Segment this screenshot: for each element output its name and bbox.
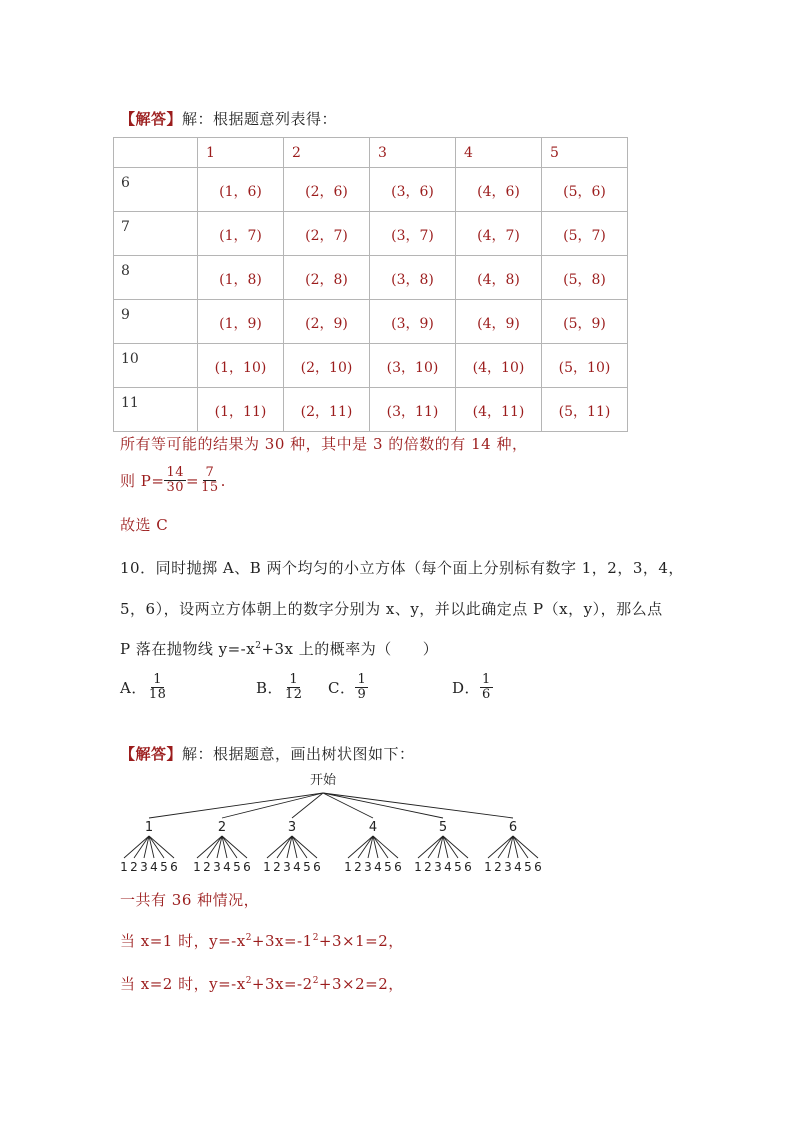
option-label: C． [328, 679, 356, 697]
column-header: 1 [198, 138, 284, 168]
result-text: 种， [496, 435, 528, 453]
tree-leaf-label: 2 [130, 860, 138, 874]
row-header: 8 [114, 256, 198, 300]
case-line [120, 930, 404, 951]
table-cell: (3，11) [370, 388, 456, 432]
option-label: B． [256, 679, 284, 697]
column-header: 5 [542, 138, 628, 168]
tree-branch-line [323, 793, 443, 818]
table-cell: (4，9) [456, 300, 542, 344]
case-text: 当 x=2 时，y=-x [120, 975, 246, 993]
total-sentence [120, 889, 259, 910]
tree-leaf-label: 4 [293, 860, 301, 874]
tree-branch-line [323, 793, 513, 818]
fraction-numerator: 1 [357, 672, 367, 687]
solution-tag: 【解答】 [120, 110, 183, 128]
period: . [220, 471, 226, 490]
total-number: 36 [171, 891, 192, 909]
table-cell: (5，10) [542, 344, 628, 388]
option-label: A． [120, 679, 147, 697]
fraction-denominator: 6 [482, 687, 491, 702]
table-cell: (2，10) [284, 344, 370, 388]
table-cell: (1，10) [198, 344, 284, 388]
tree-branch-label: 1 [144, 820, 154, 835]
fraction-denominator: 12 [285, 687, 303, 702]
fraction-numerator: 1 [289, 672, 299, 687]
case-text: +3×1=2， [318, 932, 404, 950]
row-header: 11 [114, 388, 198, 432]
table-cell: (4，8) [456, 256, 542, 300]
table-cell: (1，6) [198, 168, 284, 212]
result-text: 所有等可能的结果为 [120, 435, 260, 453]
table-cell: (2，8) [284, 256, 370, 300]
tree-leaf-label: 4 [223, 860, 231, 874]
table-cell: (3，6) [370, 168, 456, 212]
solution-intro: 解：根据题意，画出树状图如下： [182, 745, 415, 763]
total-text: 种情况， [197, 891, 260, 909]
tree-branch-label: 6 [508, 820, 518, 835]
table-cell: (4，11) [456, 388, 542, 432]
row-header: 9 [114, 300, 198, 344]
table-cell: (1，7) [198, 212, 284, 256]
table-cell: (1，8) [198, 256, 284, 300]
column-header: 2 [284, 138, 370, 168]
case-text: +3×2=2， [318, 975, 404, 993]
question-line: 10．同时抛掷 A、B 两个均匀的小立方体（每个面上分别标有数字 1，2，3，4， [120, 559, 684, 577]
result-number: 3 [372, 435, 384, 453]
tree-leaf-label: 3 [283, 860, 291, 874]
tree-branch-line [323, 793, 373, 818]
question-text: +3x 上的概率为（ ） [261, 640, 439, 658]
tree-leaf-label: 6 [534, 860, 542, 874]
table-cell: (2，7) [284, 212, 370, 256]
tree-leaf-label: 6 [464, 860, 472, 874]
tree-leaf-label: 4 [514, 860, 522, 874]
exponent: 2 [312, 976, 319, 986]
exponent: 2 [255, 641, 262, 651]
row-header: 10 [114, 344, 198, 388]
fraction-numerator: 14 [166, 465, 184, 480]
table-cell: (1，9) [198, 300, 284, 344]
tree-leaf-label: 1 [484, 860, 492, 874]
column-header: 4 [456, 138, 542, 168]
tree-leaf-label: 5 [303, 860, 311, 874]
tree-leaf-label: 5 [233, 860, 241, 874]
column-header: 3 [370, 138, 456, 168]
tree-leaf-label: 1 [263, 860, 271, 874]
question-text: P 落在抛物线 y=-x [120, 640, 256, 658]
result-number: 30 [264, 435, 285, 453]
solution-tag: 【解答】 [120, 745, 183, 763]
tree-branch-label: 3 [287, 820, 297, 835]
fraction-numerator: 7 [205, 465, 215, 480]
row-header: 7 [114, 212, 198, 256]
result-text: 种，其中是 [290, 435, 368, 453]
fraction-numerator: 1 [482, 672, 491, 687]
table-cell: (4，7) [456, 212, 542, 256]
tree-leaf-label: 1 [193, 860, 201, 874]
case-text: +3x=-2 [251, 975, 313, 993]
probability-prefix: 则 P= [120, 472, 165, 490]
tree-leaf-label: 3 [213, 860, 221, 874]
result-text: 的倍数的有 [388, 435, 466, 453]
tree-leaf-label: 2 [354, 860, 362, 874]
tree-leaf-label: 1 [414, 860, 422, 874]
result-number: 14 [471, 435, 492, 453]
case-text: 当 x=1 时，y=-x [120, 932, 246, 950]
fraction-denominator: 30 [166, 480, 184, 495]
answer-label: 故选 [120, 516, 152, 534]
table-cell: (2，9) [284, 300, 370, 344]
table-cell: (3，8) [370, 256, 456, 300]
tree-leaf-label: 6 [394, 860, 402, 874]
tree-branch-label: 5 [438, 820, 448, 835]
tree-leaf-label: 1 [344, 860, 352, 874]
table-cell: (5，7) [542, 212, 628, 256]
table-cell: (5，6) [542, 168, 628, 212]
tree-leaf-label: 4 [444, 860, 452, 874]
table-cell: (4，6) [456, 168, 542, 212]
tree-leaf-label: 3 [434, 860, 442, 874]
table-cell: (5，9) [542, 300, 628, 344]
table-cell: (3，7) [370, 212, 456, 256]
tree-leaf-label: 6 [243, 860, 251, 874]
table-cell: (3，10) [370, 344, 456, 388]
table-cell: (2，6) [284, 168, 370, 212]
tree-leaf-label: 5 [524, 860, 532, 874]
tree-leaf-label: 2 [203, 860, 211, 874]
tree-branch-label: 2 [217, 820, 227, 835]
tree-leaf-label: 6 [313, 860, 321, 874]
tree-leaf-label: 4 [374, 860, 382, 874]
tree-leaf-label: 5 [384, 860, 392, 874]
fraction-denominator: 15 [201, 480, 219, 495]
answer-choice: C [156, 516, 169, 534]
table-cell: (3，9) [370, 300, 456, 344]
fraction-denominator: 18 [148, 687, 167, 702]
tree-leaf-label: 4 [150, 860, 158, 874]
tree-leaf-label: 3 [364, 860, 372, 874]
table-cell: (5，8) [542, 256, 628, 300]
exponent: 2 [312, 933, 319, 943]
tree-leaf-label: 2 [424, 860, 432, 874]
table-cell: (4，10) [456, 344, 542, 388]
tree-leaf-label: 6 [170, 860, 178, 874]
tree-branch-label: 4 [368, 820, 378, 835]
case-text: +3x=-1 [251, 932, 313, 950]
tree-root: 开始 [309, 773, 337, 788]
tree-leaf-label: 1 [120, 860, 128, 874]
tree-leaf-label: 5 [454, 860, 462, 874]
tree-leaf-label: 2 [273, 860, 281, 874]
table-cell: (5，11) [542, 388, 628, 432]
exponent: 2 [245, 976, 252, 986]
row-header: 6 [114, 168, 198, 212]
tree-leaf-label: 2 [494, 860, 502, 874]
tree-leaf-label: 5 [160, 860, 168, 874]
case-line [120, 973, 404, 994]
equals-sign: = [185, 471, 200, 490]
option-label: D． [452, 679, 481, 697]
solution-intro: 解：根据题意列表得： [182, 110, 338, 128]
tree-leaf-label: 3 [504, 860, 512, 874]
fraction-numerator: 1 [153, 672, 162, 687]
fraction-denominator: 9 [357, 687, 367, 702]
table-cell: (2，11) [284, 388, 370, 432]
total-text: 一共有 [120, 891, 167, 909]
tree-leaf-label: 3 [140, 860, 148, 874]
question-line: 5，6），设两立方体朝上的数字分别为 x、y，并以此确定点 P（x，y），那么点 [120, 600, 663, 618]
exponent: 2 [245, 933, 252, 943]
table-cell: (1，11) [198, 388, 284, 432]
